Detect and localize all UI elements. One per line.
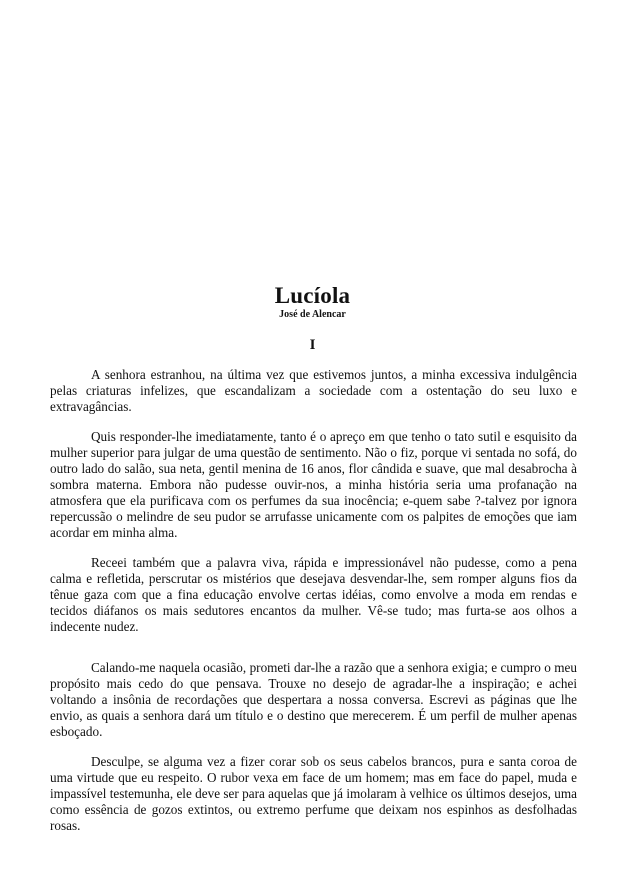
paragraph: A senhora estranhou, na última vez que estivemos juntos, a minha excessiva indulgência pelas criaturas infelizes, que escandalizam a sociedade com a ostentação do seu luxo e extravagâncias. — [50, 367, 577, 414]
title-block — [0, 283, 625, 354]
author-name: José de Alencar — [279, 309, 346, 320]
book-title: Lucíola — [274, 283, 351, 308]
chapter-heading: I — [309, 337, 316, 353]
body-text — [50, 367, 577, 848]
paragraph: Desculpe, se alguma vez a fizer corar sob os seus cabelos brancos, pura e santa coroa de uma virtude que eu respeito. O rubor vexa em face de um homem; mas em face do papel, muda e impassível testemunha, ele deve ser para aquelas que já imolaram à velhice os últimos desejos, uma como essência de gozos extintos, ou extremo perfume que deixam nos espinhos as desfolhadas rosas. — [50, 754, 577, 833]
paragraph: Calando-me naquela ocasião, prometi dar-lhe a razão que a senhora exigia; e cumpro o meu propósito mais cedo do que pensava. Trouxe no desejo de agradar-lhe a inspiração; e achei voltando a insônia de recordações que despertara a nossa conversa. Escrevi as páginas que lhe envio, as quais a senhora dará um título e o destino que merecerem. É um perfil de mulher apenas esboçado. — [50, 660, 577, 739]
paragraph: Quis responder-lhe imediatamente, tanto é o apreço em que tenho o tato sutil e esquisito da mulher superior para julgar de uma questão de sentimento. Não o fiz, porque vi sentada no sofá, do outro lado do salão, sua neta, gentil menina de 16 anos, flor cândida e suave, que mal desabrocha à sombra materna. Embora não pudesse ouvir-nos, a minha história seria uma profanação na atmosfera que ela purificava com os perfumes da sua inocência; e-quem sabe ?-talvez por ignora repercussão o melindre de seu pudor se arrufasse unicamente com os palpites de emoções que iam acordar em minha alma. — [50, 429, 577, 540]
paragraph: Receei também que a palavra viva, rápida e impressionável não pudesse, como a pena calma e refletida, perscrutar os mistérios que desejava desvendar-lhe, sem romper alguns fios da tênue gaza com que a fina educação envolve certas idéias, como envolve a moda em rendas e tecidos diáfanos os mais sedutores encantos da mulher. Vê-se tudo; mas furta-se aos olhos a indecente nudez. — [50, 555, 577, 634]
